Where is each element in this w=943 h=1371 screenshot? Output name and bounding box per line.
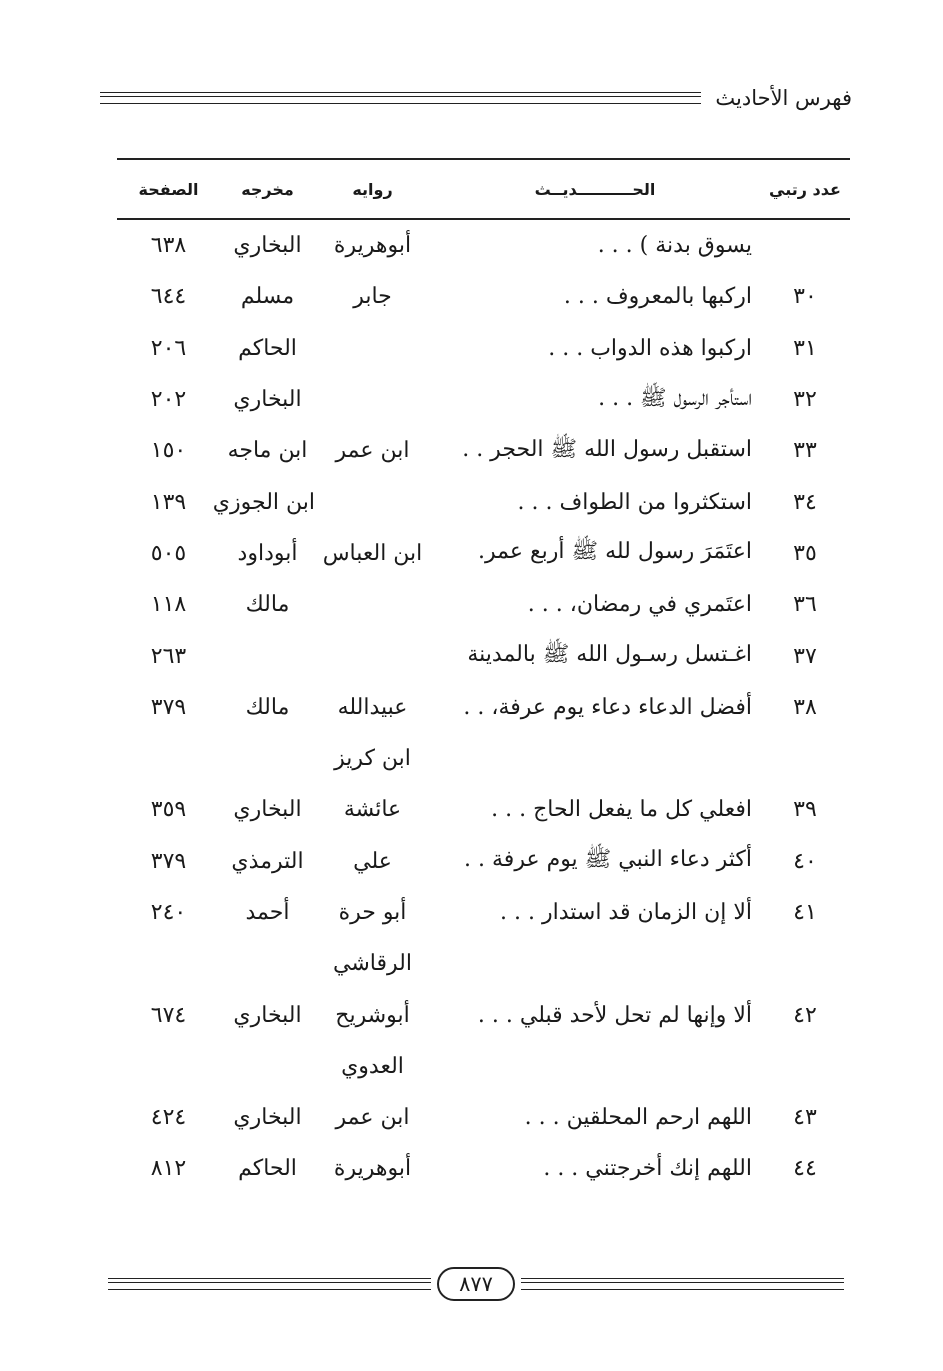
page-ref: ٣٥٩	[150, 797, 187, 823]
hadith-text: اللهم إنك أخرجتني . . .	[543, 1156, 752, 1182]
table-row	[117, 1092, 850, 1143]
hadith-text: اعتَمَرَ رسول لله ﷺ أربع عمر.	[477, 539, 752, 565]
table-row	[117, 682, 850, 733]
table-row	[117, 989, 850, 1040]
column-header-number: عدد رتبي	[769, 179, 841, 199]
table-row	[117, 323, 850, 374]
narrator: عبيدالله	[337, 694, 408, 720]
page-ref: ٤٢٤	[150, 1105, 187, 1131]
column-header-narrator: روايه	[352, 179, 393, 199]
hadith-text: يسوق بدنة ) . . .	[597, 233, 752, 259]
hadith-text: ألا وإنها لم تحل لأحد قبلي . . .	[477, 1002, 752, 1028]
table-row	[117, 374, 850, 425]
column-header-hadith: الحــــــــــديــث	[534, 179, 656, 199]
narrator: الرقاشي	[333, 951, 412, 977]
table-body	[117, 220, 850, 1195]
narrator: ابن العباس	[322, 540, 423, 566]
page-ref: ١٣٩	[150, 489, 187, 515]
hadith-text: أفضل الدعاء دعاء يوم عرفة، . .	[463, 694, 752, 720]
source: الترمذي	[231, 848, 304, 874]
table-row	[117, 220, 850, 271]
page-ref: ١٥٠	[150, 438, 187, 464]
page-ref: ٨١٢	[150, 1156, 187, 1182]
source: الحاكم	[238, 1156, 297, 1182]
source: أبوداود	[237, 540, 298, 566]
source: البخاري	[233, 797, 302, 823]
footer-rule-right	[521, 1278, 844, 1290]
table-row	[117, 1041, 850, 1092]
table-row	[117, 1143, 850, 1194]
narrator: أبوهريرة	[333, 233, 412, 259]
page-ref: ٣٧٩	[150, 848, 187, 874]
hadith-text: اركبها بالمعروف . . .	[563, 284, 752, 310]
hadith-text: استقبل رسول الله ﷺ الحجر . .	[462, 436, 752, 462]
hadith-text: افعلي كل ما يفعل الحاج . . .	[491, 797, 752, 823]
narrator: ابن كريز	[334, 746, 411, 772]
hadith-text: اعتَمري في رمضان، . . .	[527, 592, 752, 618]
row-number: ٣٧	[793, 643, 817, 669]
hadith-text: اللهم ارحم المحلقين . . .	[524, 1105, 752, 1131]
page-number: ٨٧٧	[437, 1267, 515, 1301]
table-header	[117, 158, 850, 220]
table-row	[117, 579, 850, 630]
table-row	[117, 476, 850, 527]
source: البخاري	[233, 1002, 302, 1028]
hadith-text: اركبوا هذه الدواب . . .	[548, 335, 752, 361]
header-rule	[100, 92, 701, 104]
row-number: ٣١	[793, 335, 817, 361]
row-number: ٤٤	[793, 1156, 817, 1182]
page-ref: ٥٠٥	[150, 540, 187, 566]
page-ref: ١١٨	[150, 592, 187, 618]
page-ref: ٦٧٤	[150, 1002, 187, 1028]
table-row	[117, 938, 850, 989]
narrator: أبوهريرة	[333, 1156, 412, 1182]
page-ref: ٢٦٣	[150, 643, 187, 669]
row-number: ٤٣	[793, 1105, 817, 1131]
column-header-source: مخرجه	[241, 179, 294, 199]
hadith-text: اغـتسل رسـول الله ﷺ بالمدينة	[467, 642, 752, 668]
page-ref: ٢٤٠	[150, 900, 187, 925]
hadith-text: ألا إن الزمان قد استدار . . .	[500, 900, 752, 925]
row-number: ٣٣	[793, 438, 817, 464]
hadith-text: أكثر دعاء النبي ﷺ يوم عرفة . .	[464, 847, 752, 873]
source: ابن ماجه	[227, 438, 308, 464]
page-ref: ٣٧٩	[150, 694, 187, 720]
narrator: ابن عمر	[335, 1105, 410, 1131]
source: مسلم	[240, 284, 295, 310]
page-ref: ٦٤٤	[150, 284, 187, 310]
table-row	[117, 271, 850, 322]
row-number: ٣٥	[793, 540, 817, 566]
row-number: ٣٨	[793, 694, 817, 720]
running-header-title: فهرس الأحاديث	[715, 86, 852, 110]
table-row	[117, 733, 850, 784]
hadith-index-table	[117, 158, 850, 1195]
narrator: علي	[353, 848, 392, 874]
table-row	[117, 836, 850, 887]
hadith-text: استكثروا من الطواف . . .	[517, 489, 752, 515]
hadith-text: استأجر الرسول ﷺ . . .	[598, 385, 752, 411]
row-number: ٣٦	[793, 592, 817, 618]
table-row	[117, 425, 850, 476]
narrator: أبوشريح	[335, 1002, 410, 1028]
page-ref: ٦٣٨	[150, 233, 187, 259]
row-number: ٤٢	[793, 1002, 817, 1028]
narrator: أبو حرة	[338, 900, 407, 925]
source: ابن الجوزي	[212, 489, 315, 515]
row-number: ٣٢	[793, 387, 817, 413]
row-number: ٤٠	[793, 848, 817, 874]
source: الحاكم	[238, 335, 297, 361]
narrator: ابن عمر	[335, 438, 410, 464]
footer-rule-left	[108, 1278, 431, 1290]
table-row	[117, 630, 850, 681]
source: البخاري	[233, 1105, 302, 1131]
source: البخاري	[233, 387, 302, 413]
table-row	[117, 887, 850, 938]
page-footer	[108, 1264, 844, 1304]
row-number: ٤١	[793, 900, 817, 925]
source: أحمد	[245, 900, 290, 925]
narrator: العدوي	[341, 1053, 404, 1079]
source: مالك	[245, 694, 290, 720]
table-row	[117, 784, 850, 835]
narrator: عائشة	[343, 797, 402, 823]
page-ref: ٢٠٦	[150, 335, 187, 361]
narrator: جابر	[353, 284, 392, 310]
running-header	[100, 78, 852, 118]
row-number: ٣٩	[793, 797, 817, 823]
table-row	[117, 528, 850, 579]
source: مالك	[245, 592, 290, 618]
column-header-page: الصفحة	[138, 179, 199, 199]
source: البخاري	[233, 233, 302, 259]
page-ref: ٢٠٢	[150, 387, 187, 413]
row-number: ٣٠	[793, 284, 817, 310]
row-number: ٣٤	[793, 489, 817, 515]
